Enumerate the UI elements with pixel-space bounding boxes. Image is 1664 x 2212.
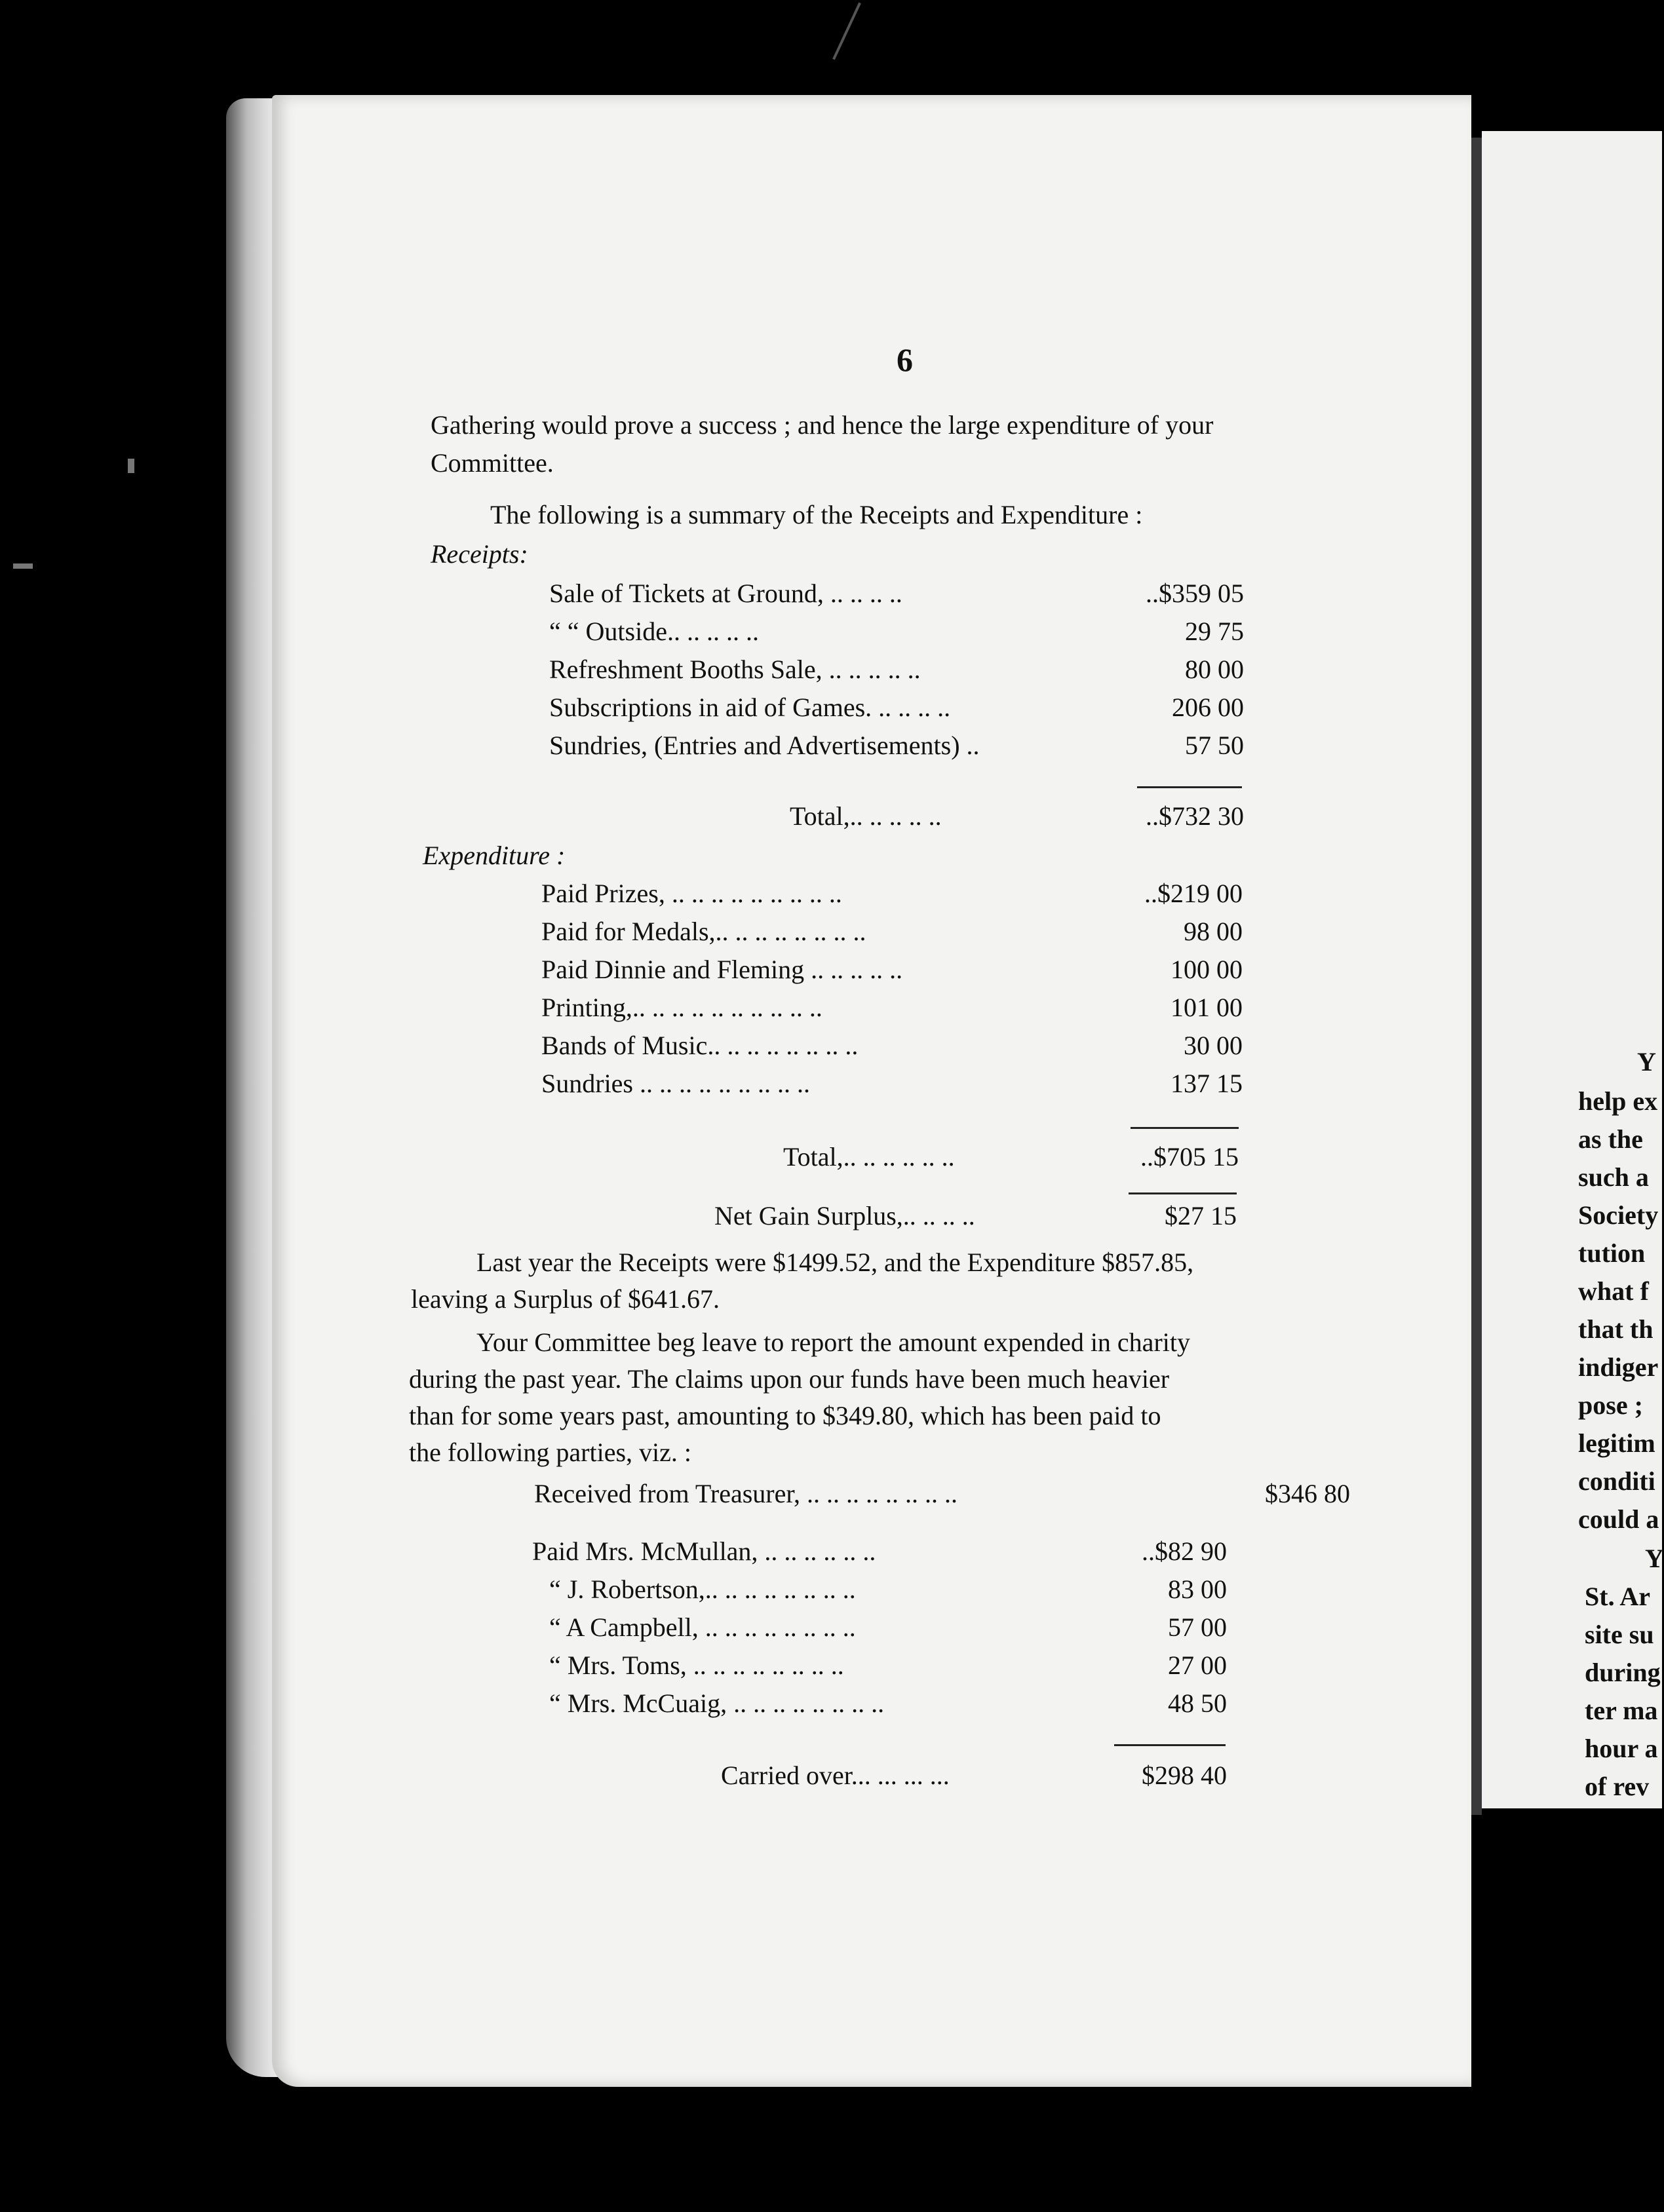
payment-amount: 83 00 — [1168, 1574, 1227, 1604]
facing-page-text: as the — [1578, 1124, 1643, 1154]
expenditure-amount: 98 00 — [1184, 917, 1243, 946]
charity-line-1: Your Committee beg leave to report the amount expended in charity — [476, 1327, 1190, 1357]
facing-page-text: indiger — [1578, 1352, 1659, 1382]
receipt-label: Subscriptions in aid of Games. .. .. .. .. — [549, 693, 951, 722]
facing-page-text: ter ma — [1585, 1696, 1658, 1725]
facing-page-text: Y — [1645, 1544, 1664, 1573]
payment-amount: 48 50 — [1168, 1688, 1227, 1718]
receipt-label: Refreshment Booths Sale, .. .. .. .. .. — [549, 655, 921, 684]
payment-amount: 27 00 — [1168, 1650, 1227, 1680]
payment-label: Paid Mrs. McMullan, .. .. .. .. .. .. — [532, 1536, 876, 1566]
net-gain-label: Net Gain Surplus,.. .. .. .. — [714, 1201, 975, 1230]
expenditure-label: Paid for Medals,.. .. .. .. .. .. .. .. — [541, 917, 866, 946]
charity-line-3: than for some years past, amounting to $349.80, which has been paid to — [409, 1401, 1161, 1430]
charity-line-2: during the past year. The claims upon our funds have been much heavier — [409, 1364, 1170, 1394]
facing-page-text: of rev — [1585, 1772, 1650, 1801]
expenditure-label: Paid Dinnie and Fleming .. .. .. .. .. — [541, 955, 903, 984]
scan-scratch — [832, 3, 861, 60]
total-rule — [1137, 786, 1242, 788]
facing-page-text: hour a — [1585, 1734, 1658, 1763]
facing-page-text: legitim — [1578, 1428, 1655, 1458]
payment-label: “ J. Robertson,.. .. .. .. .. .. .. .. — [549, 1574, 856, 1604]
total-rule — [1131, 1127, 1239, 1129]
receipts-total-label: Total,.. .. .. .. .. — [790, 801, 942, 831]
expenditure-total-label: Total,.. .. .. .. .. .. — [783, 1142, 955, 1172]
receipt-amount: 206 00 — [1172, 693, 1244, 722]
scan-speck — [128, 459, 134, 473]
intro-line-1: Gathering would prove a success ; and hence the large expenditure of your — [431, 410, 1214, 440]
receipt-amount: 57 50 — [1185, 731, 1244, 760]
receipt-label: Sale of Tickets at Ground, .. .. .. .. — [549, 579, 902, 608]
intro-line-2: Committee. — [431, 448, 554, 478]
carried-over-amount: $298 40 — [1142, 1761, 1227, 1790]
total-rule — [1114, 1744, 1226, 1746]
expenditure-label: Printing,.. .. .. .. .. .. .. .. .. .. — [541, 993, 822, 1022]
payment-amount: 57 00 — [1168, 1612, 1227, 1642]
payment-label: “ A Campbell, .. .. .. .. .. .. .. .. — [549, 1612, 856, 1642]
receipts-total-amount: ..$732 30 — [1146, 801, 1244, 831]
received-amount: $346 80 — [1265, 1479, 1350, 1508]
expenditure-amount: 101 00 — [1171, 993, 1243, 1022]
expenditure-label: Bands of Music.. .. .. .. .. .. .. .. — [541, 1031, 859, 1060]
last-year-line-1: Last year the Receipts were $1499.52, and the Expenditure $857.85, — [476, 1248, 1194, 1277]
expenditure-amount: 100 00 — [1171, 955, 1243, 984]
receipt-amount: 80 00 — [1185, 655, 1244, 684]
carried-over-label: Carried over... ... ... ... — [721, 1761, 950, 1790]
facing-page-text: Y — [1637, 1047, 1656, 1077]
net-gain-amount: $27 15 — [1165, 1201, 1237, 1230]
facing-page-text: conditi — [1578, 1466, 1655, 1496]
facing-page-text: Society — [1578, 1200, 1659, 1230]
expenditure-amount: ..$219 00 — [1144, 879, 1243, 908]
book-gutter — [1471, 138, 1482, 1815]
expenditure-amount: 137 15 — [1171, 1069, 1243, 1098]
facing-page-text: during — [1585, 1658, 1661, 1687]
facing-page-text: help ex — [1578, 1086, 1658, 1116]
facing-page-text: that th — [1578, 1314, 1654, 1344]
receipt-label: “ “ Outside.. .. .. .. .. — [549, 617, 759, 646]
page-edge — [226, 98, 279, 2077]
facing-page-text: could a — [1578, 1504, 1659, 1534]
intro-line-3: The following is a summary of the Receipts and Expenditure : — [490, 500, 1143, 529]
facing-page-text: tution — [1578, 1238, 1646, 1268]
receipt-label: Sundries, (Entries and Advertisements) .. — [549, 731, 980, 760]
page-number: 6 — [897, 341, 913, 378]
expenditure-heading: Expenditure : — [423, 841, 566, 870]
charity-line-4: the following parties, viz. : — [409, 1438, 692, 1467]
expenditure-amount: 30 00 — [1184, 1031, 1243, 1060]
facing-page-text: site su — [1585, 1620, 1654, 1649]
facing-page-text: St. Ar — [1585, 1582, 1650, 1611]
facing-page-text: pose ; — [1578, 1390, 1643, 1420]
expenditure-total-amount: ..$705 15 — [1140, 1142, 1239, 1172]
expenditure-label: Paid Prizes, .. .. .. .. .. .. .. .. .. — [541, 879, 842, 908]
receipt-amount: 29 75 — [1185, 617, 1244, 646]
expenditure-label: Sundries .. .. .. .. .. .. .. .. .. — [541, 1069, 810, 1098]
last-year-line-2: leaving a Surplus of $641.67. — [411, 1284, 720, 1314]
facing-page-text: what f — [1578, 1276, 1649, 1306]
payment-label: “ Mrs. McCuaig, .. .. .. .. .. .. .. .. — [549, 1688, 885, 1718]
total-rule — [1129, 1192, 1237, 1194]
payment-amount: ..$82 90 — [1142, 1536, 1227, 1566]
received-label: Received from Treasurer, .. .. .. .. .. .. .. .. — [534, 1479, 958, 1508]
facing-page-text: such a — [1578, 1162, 1649, 1192]
scan-speck — [13, 563, 33, 569]
facing-page — [1482, 131, 1662, 1808]
receipt-amount: ..$359 05 — [1146, 579, 1244, 608]
payment-label: “ Mrs. Toms, .. .. .. .. .. .. .. .. — [549, 1650, 844, 1680]
receipts-heading: Receipts: — [431, 539, 528, 569]
